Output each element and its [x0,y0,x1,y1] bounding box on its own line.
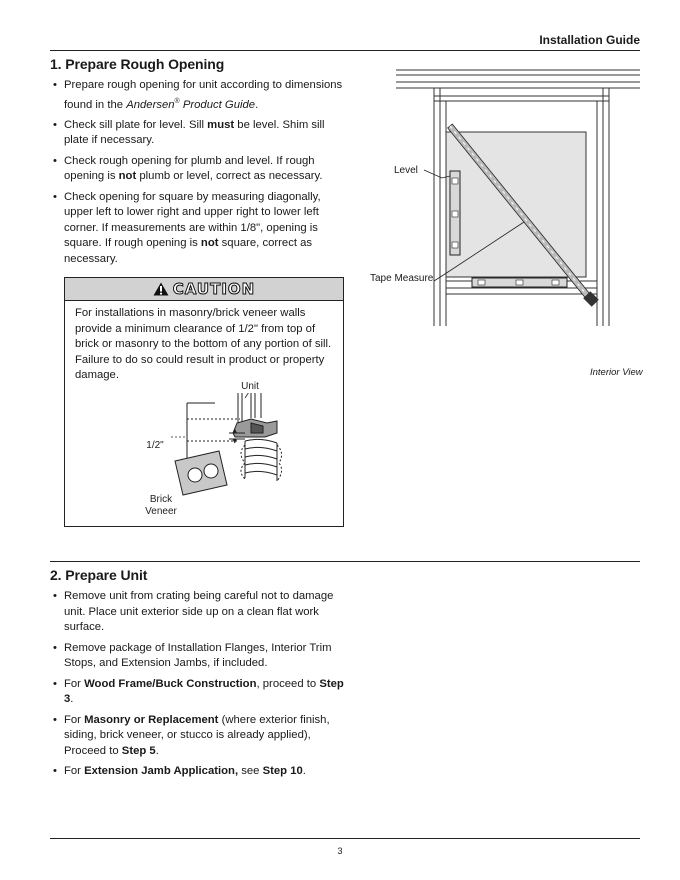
bullet-item [50,713,350,760]
bold-text: Wood Frame/Buck Construction [84,677,257,690]
text-run: (where exterior finish, siding, brick veneer, or stucco is already applied), Proceed to [64,713,330,757]
caution-header [65,278,343,301]
italic-text: Andersen [126,98,175,111]
text-run: Check opening for square by measuring diagonally, upper left to lower right and upper right to lower left corner. If measurements are within 1/8", opening is square. If rough opening is [64,190,321,250]
section1-bullets [50,78,350,272]
text-run: Remove package of Installation Flanges, Interior Trim Stops, and Extension Jambs, if included. [64,641,332,669]
header-title: Installation Guide [539,33,640,47]
text-run: square, correct as necessary. [64,237,313,265]
text-run: . [255,98,259,111]
bullet-item [50,190,350,268]
bullet-item [50,764,350,780]
text-run: Prepare rough opening for unit according to dimensions found in the [64,79,343,111]
header-rule [50,50,640,51]
bullet-item [50,154,350,185]
diagram-label-unit: Unit [241,381,259,392]
bullet-item [50,589,350,636]
section1-title: 1. Prepare Rough Opening [50,56,225,72]
text-run: . [70,693,74,705]
superscript-text: ® [174,97,180,105]
caution-box [64,277,344,527]
bold-text: Step 5 [121,744,156,757]
section2-bullets [50,589,350,785]
text-run: , proceed to [256,677,320,690]
label-tape-measure: Tape Measure [370,273,434,284]
bullet-item [50,641,350,672]
section2-rule [50,561,640,562]
bold-text: not [118,170,137,183]
text-run: Check sill plate for level. Sill [64,118,208,131]
text-run: . [155,744,159,757]
caution-heading: CAUTION [172,280,256,298]
label-level: Level [394,165,418,176]
footer-rule [50,838,640,839]
bold-text: Masonry or Replacement [84,713,219,726]
text-run: . [302,765,306,777]
bold-text: Extension Jamb Application, [84,765,239,777]
rough-opening-figure [394,66,644,336]
bold-text: not [200,237,219,250]
bullet-item [50,677,350,708]
diagram-label-brick-veneer: Brick Veneer [145,494,177,517]
diagram-label-clearance: 1/2" [146,440,164,451]
bullet-item [50,78,350,113]
warning-icon [153,282,169,296]
figure-caption: Interior View [590,367,643,378]
text-run: For [64,713,85,726]
page-number: 3 [337,846,343,856]
text-run: be level. Shim sill plate if necessary. [64,118,325,147]
sill-clearance-diagram [165,393,315,503]
text-run: Check rough opening for plumb and level. If rough opening is [64,154,315,183]
section2-title: 2. Prepare Unit [50,567,148,583]
text-run: plumb or level, correct as necessary. [136,170,323,183]
bold-text: Step 10 [262,765,303,777]
bold-text: must [207,118,235,131]
text-run: For [64,677,85,690]
italic-text: Product Guide [179,98,256,111]
caution-text: For installations in masonry/brick veneer walls provide a minimum clearance of 1/2" from top of brick or masonry to the bottom of any portion of sill. Failure to do so could result in product or property damage. [75,307,332,381]
text-run: For [64,765,85,777]
text-run: see [238,765,263,777]
text-run: Remove unit from crating being careful not to damage unit. Place unit exterior side up on a clean flat work surface. [64,590,334,633]
bullet-item [50,118,350,149]
bold-text: Step 3 [64,677,344,705]
